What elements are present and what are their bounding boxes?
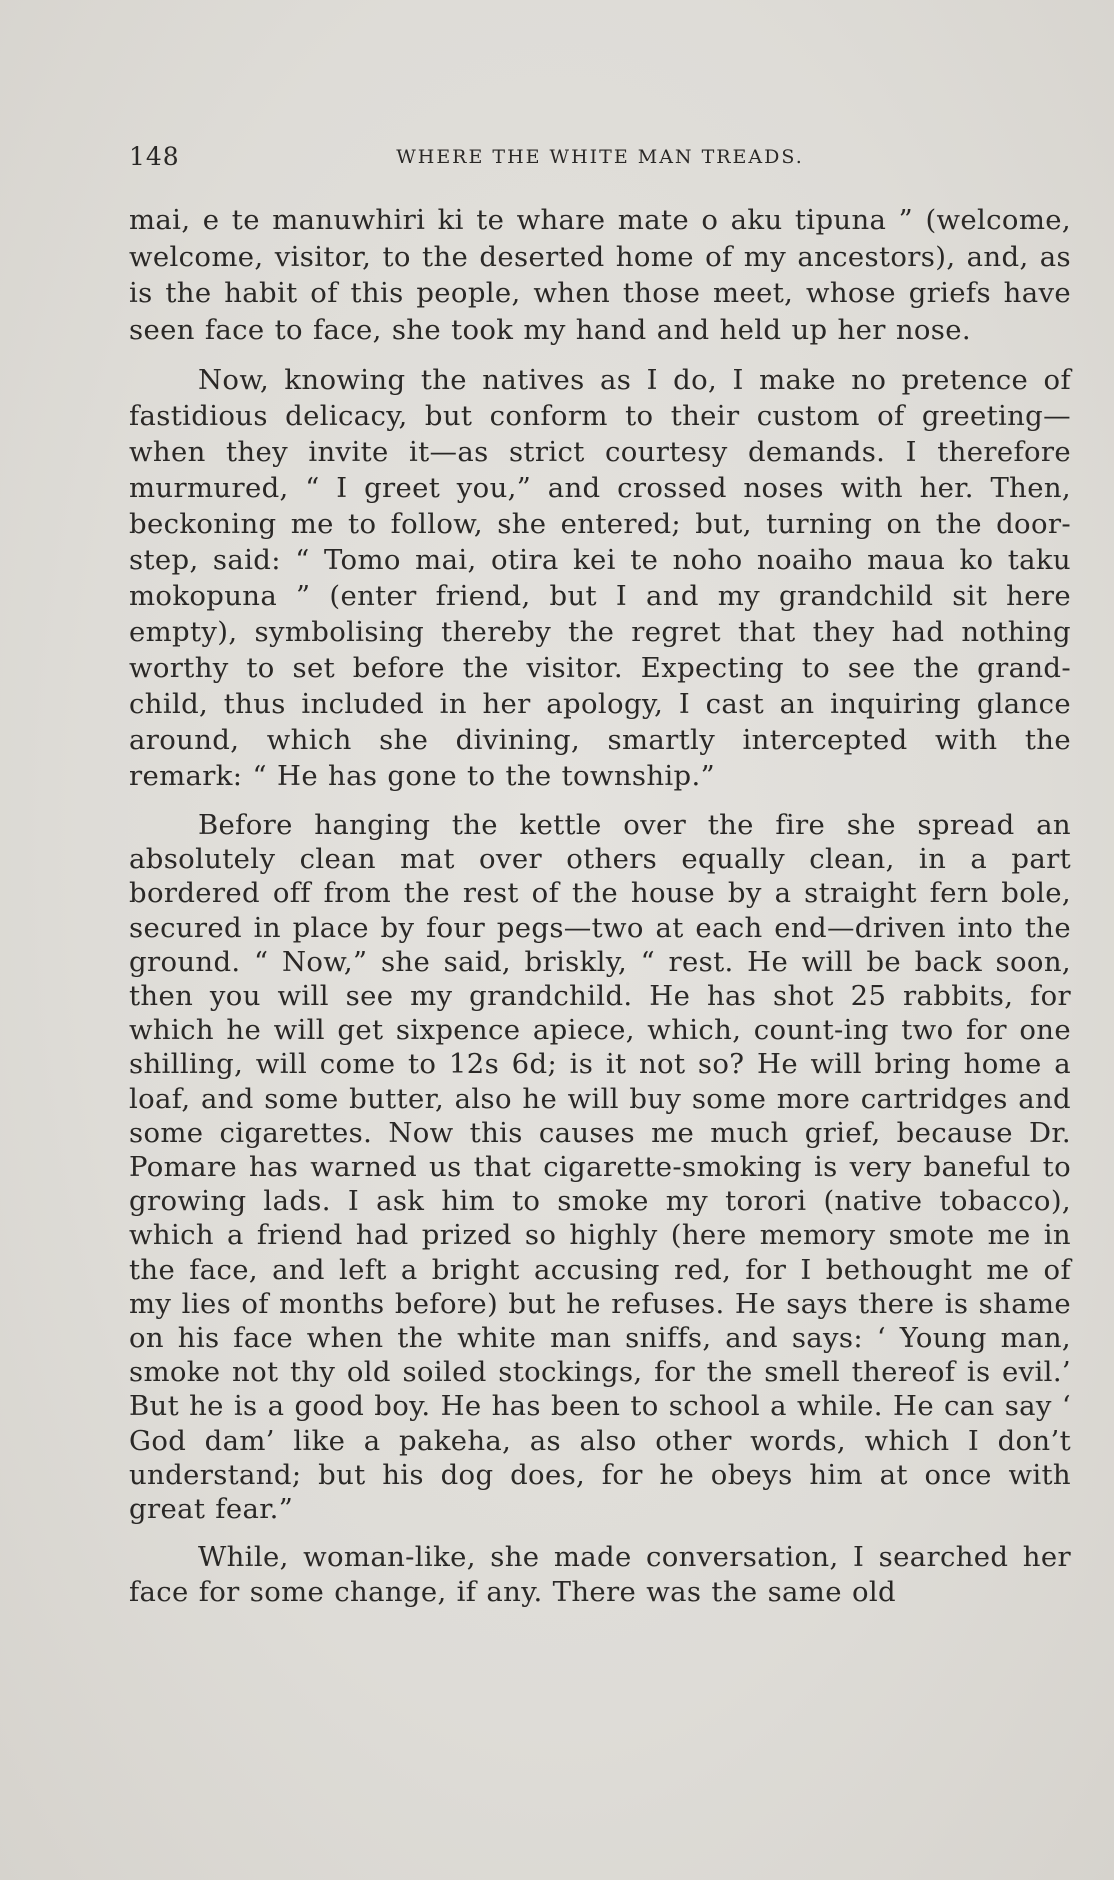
page-header bbox=[129, 142, 1071, 178]
paragraph: While, woman-like, she made conversation, I searched her face for some change, if any. There was the same old bbox=[129, 1541, 1071, 1608]
paragraph: Before hanging the kettle over the fire she spread an absolutely clean mat over others equally clean, in a part bordered off from the rest of the house by a straight fern bole, secured in place by four pegs—two at each end—driven into the ground. “ Now,” she said, briskly, “ rest. He will be back soon, then you will see my grandchild. He has shot 25 rabbits, for which he will get sixpence apiece, which, count-ing two for one shilling, will come to 12s 6d; is it not so? He will bring home a loaf, and some butter, also he will buy some more cartridges and some cigarettes. Now this causes me much grief, because Dr. Pomare has warned us that cigarette-smoking is very baneful to growing lads. I ask him to smoke my torori (native tobacco), which a friend had prized so highly (here memory smote me in the face, and left a bright accusing red, for I bethought me of my lies of months before) but he refuses. He says there is shame on his face when the white man sniffs, and says: ‘ Young man, smoke not thy old soiled stockings, for the smell thereof is evil.’ But he is a good boy. He has been to school a while. He can say ‘ God dam’ like a pakeha, as also other words, which I don’t understand; but his dog does, for he obeys him at once with great fear.” bbox=[129, 809, 1071, 1526]
paragraph: Now, knowing the natives as I do, I make no pretence of fastidious delicacy, but conform to their custom of greeting— when they invite it—as strict courtesy demands. I therefore murmured, “ I greet you,” and crossed noses with her. Then, beckoning me to follow, she entered; but, turning on the door-step, said: “ Tomo mai, otira kei te noho noaiho maua ko taku mokopuna ” (enter friend, but I and my grandchild sit here empty), symbolising thereby the regret that they had nothing worthy to set before the visitor. Expecting to see the grand-child, thus included in her apology, I cast an inquiring glance around, which she divining, smartly intercepted with the remark: “ He has gone to the township.” bbox=[129, 364, 1071, 792]
body-text bbox=[129, 202, 1071, 1609]
page-number: 148 bbox=[129, 142, 180, 171]
paragraph-continued: mai, e te manuwhiri ki te whare mate o aku tipuna ” (welcome, welcome, visitor, to the deserted home of my ancestors), and, as is the habit of this people, when those meet, whose griefs have seen face to face, she took my hand and held up her nose. bbox=[129, 204, 1071, 346]
running-head: WHERE THE WHITE MAN TREADS. bbox=[396, 146, 804, 168]
